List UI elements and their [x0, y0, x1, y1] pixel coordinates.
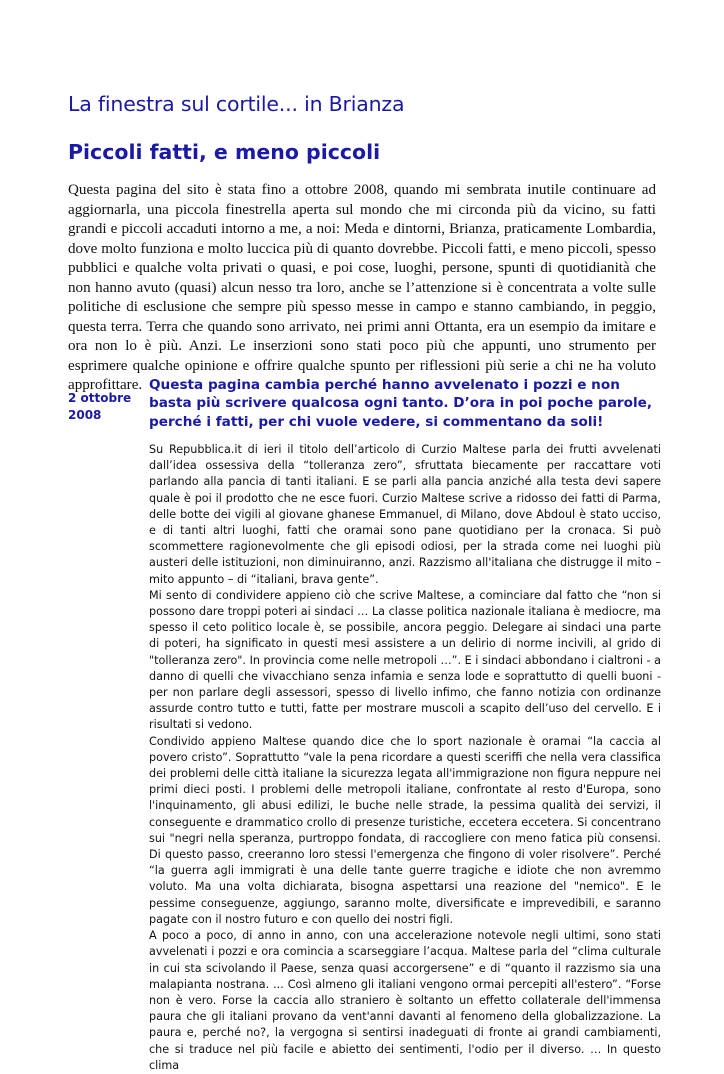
post-body	[149, 442, 661, 1072]
post-paragraph: Condivido appieno Maltese quando dice che lo sport nazionale è oramai “la caccia al povero cristo”. Soprattutto “vale la pena ricordare a questi sceriffi che nella vera classifica dei problemi delle città italiane la sicurezza legata all'immigrazione non figura neppure nei primi dieci posti. I problemi delle metropoli italiane, confrontate al resto d'Europa, sono l'inquinamento, gli abusi edilizi, le buche nelle strade, la pessima qualità dei servizi, il conseguente e drammatico crollo di presenze turistiche, eccetera eccetera. Si concentrano sui "negri nella speranza, purtroppo fondata, di raccogliere con meno fatica più consensi. Di questo passo, creeranno loro stessi l'emergenza che fingono di voler risolvere”. Perché “la guerra agli immigrati è una delle tante guerre tragiche e idiote che non avremmo voluto. Ma una volta dichiarata, bisogna aspettarsi una reazione del "nemico". E le pessime conseguenze, aggiungo, saranno molte, diversificate e imprevedibili, e saranno pagate con il nostro futuro e con quello dei nostri figli.	[149, 734, 661, 926]
post-headline: Questa pagina cambia perché hanno avvelenato i pozzi e non basta più scrivere qualcosa ogni tanto. D’ora in poi poche parole, perché i fatti, per chi vuole vedere, si commentano da soli!	[149, 377, 652, 430]
page-subtitle: Piccoli fatti, e meno piccoli	[68, 140, 381, 164]
intro-paragraph: Questa pagina del sito è stata fino a ottobre 2008, quando mi sembrata inutile continuare ad aggiornarla, una piccola finestrella aperta sul mondo che mi circonda più da vicino, su fatti grandi e piccoli accaduti intorno a me, a noi: Meda e dintorni, Brianza, praticamente Lombardia, dove molto funziona e molto luccica più di quanto dovrebbe. Piccoli fatti, e meno piccoli, spesso pubblici e qualche volta privati o quasi, e poi cose, luoghi, persone, spunti di quotidianità che non hanno avuto (quasi) alcun nesso tra loro, anche se l’attenzione si è concentrata a volte sulle politiche di esclusione che sempre più spesso messe in campo e stanno cambiando, in peggio, questa terra. Terra che quando sono arrivato, nei primi anni Ottanta, era un esempio da imitare e ora non lo è più. Anzi. Le inserzioni sono stati poco più che appunti, uno strumento per esprimere qualche opinione e offrire qualche spunto per riflessioni più serie a chi ne ha voluto approfittare.	[68, 182, 656, 393]
post-paragraph: Su Repubblica.it di ieri il titolo dell’articolo di Curzio Maltese parla dei frutti avvelenati dall’idea ossessiva della “tolleranza zero”, sfruttata biecamente per raccattare voti parlando alla pancia di tanti italiani. E se parli alla pancia anziché alla testa devi sapere quale è poi il prodotto che ne esce fuori. Curzio Maltese scrive a ridosso dei fatti di Parma, delle botte dei vigili al giovane ghanese Emmanuel, di Milano, dove Abdoul è stato ucciso, e di tanti altri luoghi, fatti che oramai sono pane quotidiano per la cronaca. Si può scommettere ragionevolmente che gli episodi odiosi, per la strada come nei luoghi più austeri delle istituzioni, non diminuiranno, anzi. Razzismo all'italiana che distrugge il mito – mito appunto – di “italiani, brava gente”.	[149, 443, 661, 586]
post-paragraph: A poco a poco, di anno in anno, con una accelerazione notevole negli ultimi, sono stati avvelenati i pozzi e ora comincia a scarseggiare l’acqua. Maltese parla del “clima culturale in cui sta scivolando il Paese, senza quasi accorgersene” e di “quanto il razzismo sia una malapianta nostrana. ... Così almeno gli italiani vengono ormai percepiti all'estero”. “Forse non è vero. Forse la caccia allo straniero è soltanto un effetto collaterale dell'immensa paura che gli italiani provano da vent'anni davanti al fenomeno della globalizzazione. La paura e, perché no?, la vergogna si sentirsi inadeguati di fronte ai grandi cambiamenti, che si traduce nel più facile e abietto dei sentimenti, l'odio per il diverso. … In questo clima	[149, 929, 661, 1072]
post-paragraph: Mi sento di condividere appieno ciò che scrive Maltese, a cominciare dal fatto che “non si possono dare troppi poteri ai sindaci … La classe politica nazionale italiana è mediocre, ma spesso il ceto politico locale è, se possibile, ancora peggio. Delegare ai sindaci una parte di poteri, ha significato in questi mesi assistere a un delirio di norme incivili, al grido di "tolleranza zero". In provincia come nelle metropoli …”. E i sindaci abbondano i cialtroni - a danno di quelli che vivacchiano senza infamia e senza lode e soprattutto di quelli buoni - per non parlare degli assessori, spesso di livello infimo, che fanno notizia con ordinanze assurde contro tutto e tutti, fatte per mostrare muscoli a scapito dell’uso del cervello. E i risultati si vedono.	[149, 588, 661, 732]
page-title: La finestra sul cortile... in Brianza	[68, 92, 405, 116]
post-date: 2 ottobre 2008	[68, 391, 132, 422]
